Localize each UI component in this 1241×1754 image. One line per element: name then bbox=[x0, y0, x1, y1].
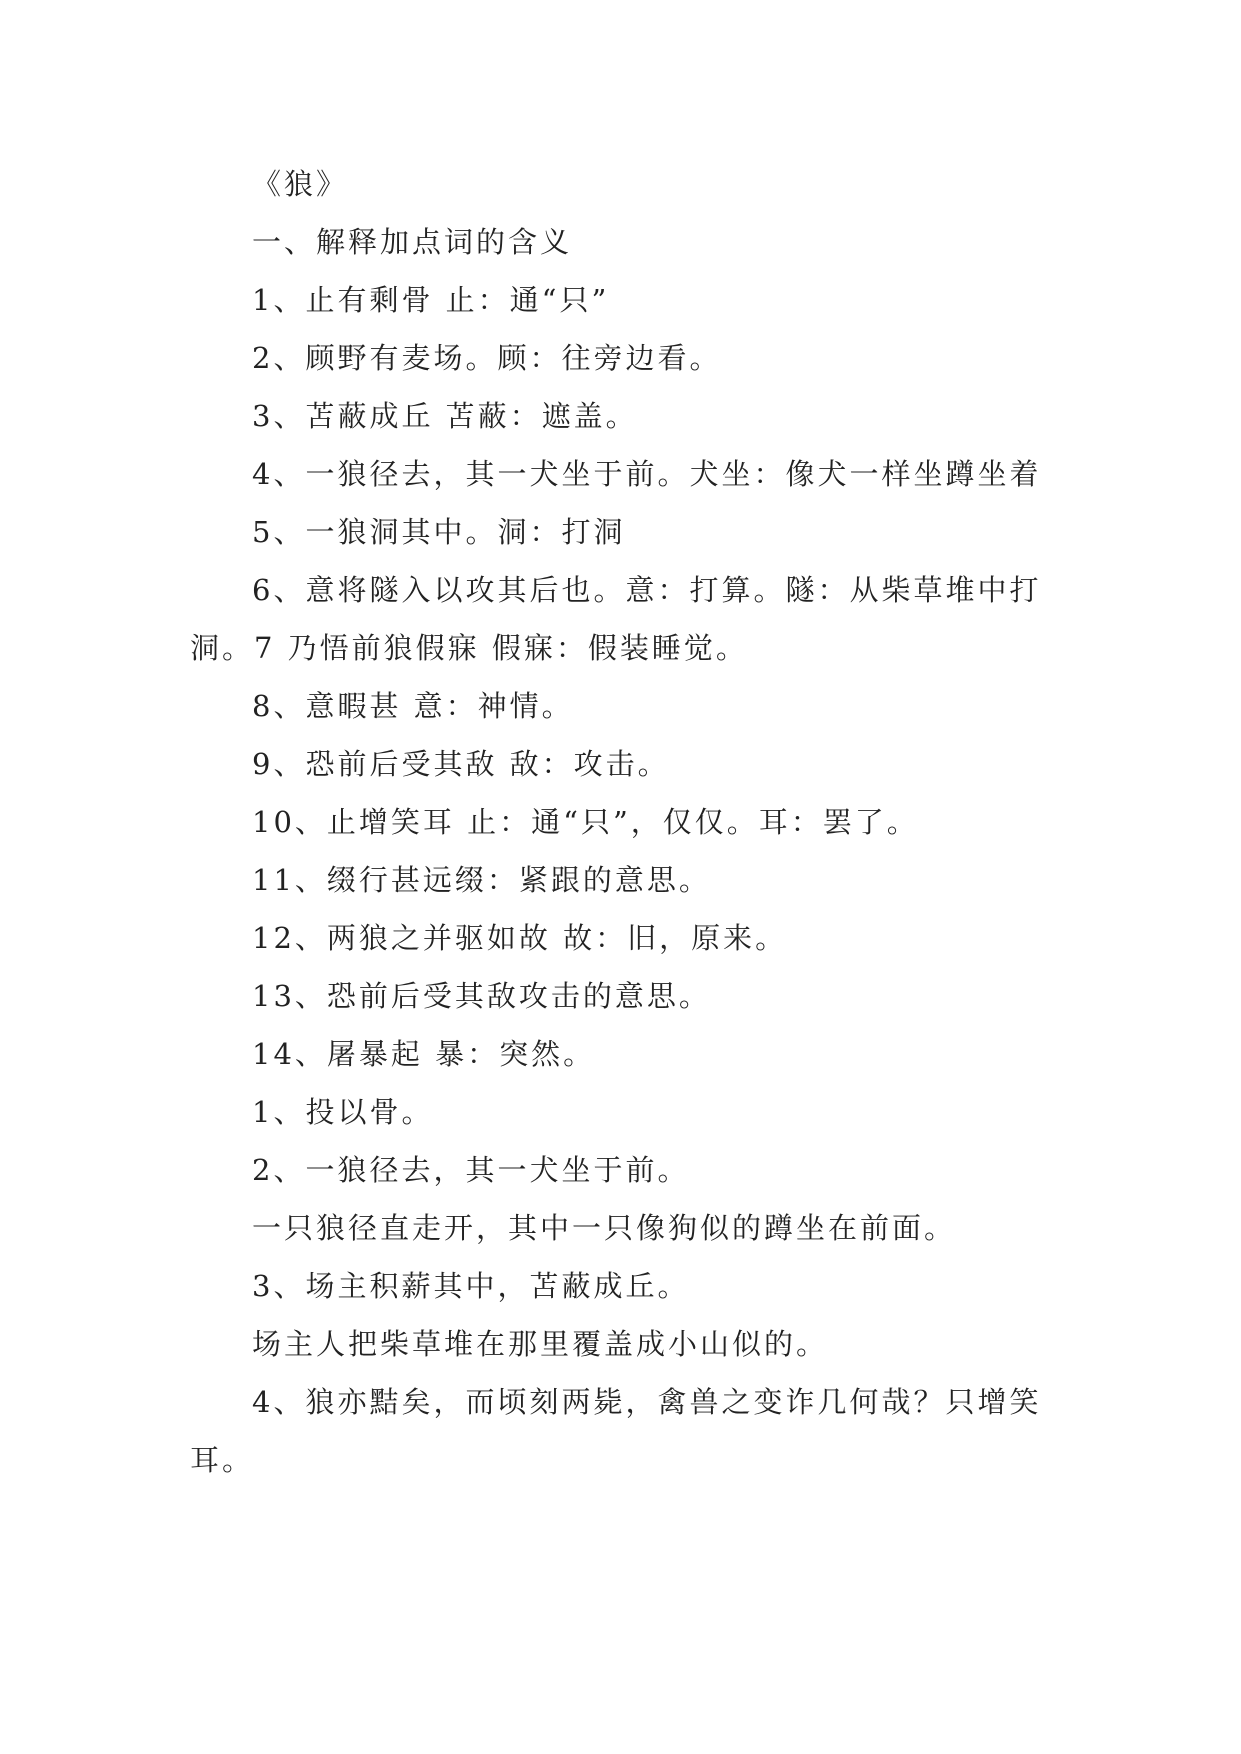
translation-text: 一只狼径直走开，其中一只像狗似的蹲坐在前面。 bbox=[252, 1211, 957, 1245]
definition-item: 2、顾野有麦场。顾：往旁边看。 bbox=[252, 341, 722, 375]
definition-item: 9、恐前后受其敌 敌：攻击。 bbox=[252, 747, 670, 781]
definition-item: 8、意暇甚 意：神情。 bbox=[252, 689, 574, 723]
section-heading: 一、解释加点词的含义 bbox=[252, 225, 573, 259]
definition-item: 1、止有剩骨 止：通“只” bbox=[252, 283, 610, 317]
definition-item: 3、苫蔽成丘 苫蔽：遮盖。 bbox=[252, 399, 638, 433]
definition-item: 12、两狼之并驱如故 故：旧，原来。 bbox=[252, 921, 788, 955]
definition-item: 5、一狼洞其中。洞：打洞 bbox=[252, 515, 626, 549]
definition-item: 13、恐前后受其敌攻击的意思。 bbox=[252, 979, 711, 1013]
definition-item: 10、止增笑耳 止：通“只”，仅仅。耳：罢了。 bbox=[252, 805, 919, 839]
translation-item: 4、狼亦黠矣，而顷刻两毙，禽兽之变诈几何哉？只增笑耳。 bbox=[190, 1385, 1042, 1477]
document-title: 《狼》 bbox=[252, 167, 349, 201]
document-body bbox=[190, 155, 1050, 1489]
translation-item: 1、投以骨。 bbox=[252, 1095, 434, 1129]
translation-item: 3、场主积薪其中，苫蔽成丘。 bbox=[252, 1269, 690, 1303]
definition-item: 11、缀行甚远缀：紧跟的意思。 bbox=[252, 863, 711, 897]
translation-text: 场主人把柴草堆在那里覆盖成小山似的。 bbox=[252, 1327, 829, 1361]
translation-item: 2、一狼径去，其一犬坐于前。 bbox=[252, 1153, 690, 1187]
definition-item: 4、一狼径去，其一犬坐于前。犬坐：像犬一样坐蹲坐着 bbox=[252, 457, 1042, 491]
definition-item: 14、屠暴起 暴：突然。 bbox=[252, 1037, 596, 1071]
definition-item: 6、意将隧入以攻其后也。意：打算。隧：从柴草堆中打洞。7 乃悟前狼假寐 假寐：假装睡觉。 bbox=[190, 573, 1042, 665]
